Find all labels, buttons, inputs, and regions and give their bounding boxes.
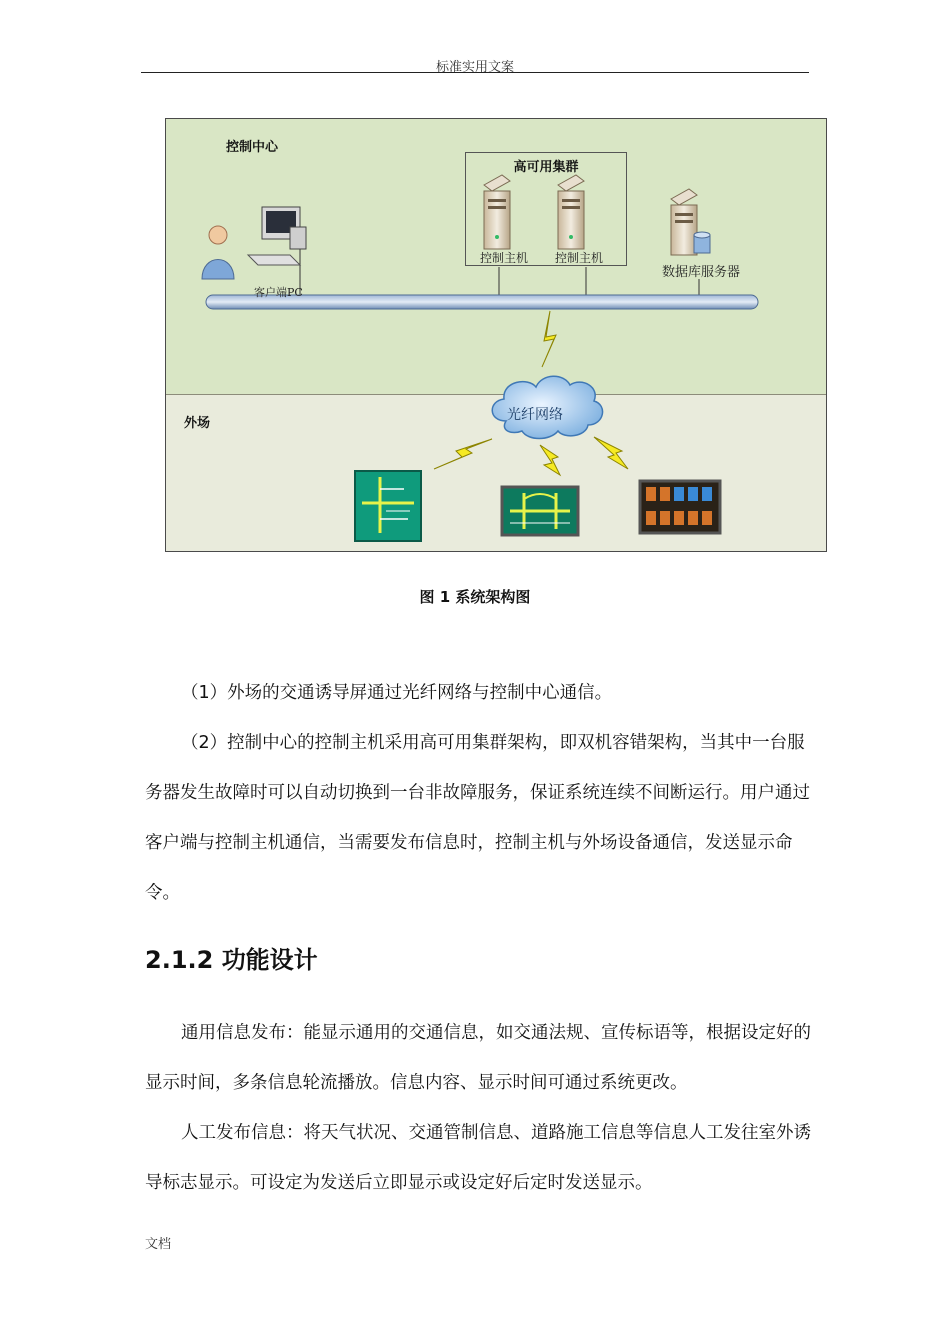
control-center-label: 控制中心 [226, 140, 279, 155]
page-header: 标准实用文案 [435, 60, 514, 75]
paragraph-3-text: 通用信息发布：能显示通用的交通信息，如交通法规、宣传标语等，根据设定好的显示时间，多条信息轮流播放。信息内容、显示时间可通过系统更改。 [145, 1023, 811, 1093]
header-rule [141, 72, 809, 73]
paragraph-1 [145, 668, 815, 718]
database-server-label: 数据库服务器 [662, 265, 741, 280]
system-architecture-figure [165, 118, 827, 552]
paragraph-4 [145, 1108, 815, 1208]
client-pc-icon [248, 207, 306, 265]
paragraph-2 [145, 718, 815, 918]
client-pc-label: 客户端PC [254, 286, 303, 299]
fiber-network-label: 光纤网络 [507, 407, 563, 423]
control-host-label-2: 控制主机 [555, 251, 604, 265]
guidance-screen-map-vertical [355, 471, 421, 541]
section-heading: 2.1.2 功能设计 [145, 946, 318, 974]
paragraph-1-text: （1）外场的交通诱导屏通过光纤网络与控制中心通信。 [181, 683, 613, 703]
paragraph-4-text: 人工发布信息：将天气状况、交通管制信息、道路施工信息等信息人工发往室外诱导标志显示。可设定为发送后立即显示或设定好后定时发送显示。 [145, 1123, 811, 1193]
guidance-screen-map-horizontal [502, 487, 578, 535]
database-server-icon [671, 189, 710, 255]
paragraph-3 [145, 1008, 815, 1108]
figure-caption: 图 1 系统架构图 [419, 588, 531, 606]
paragraph-2-text: （2）控制中心的控制主机采用高可用集群架构，即双机容错架构，当其中一台服务器发生故障时可以自动切换到一台非故障服务，保证系统连续不间断运行。用户通过客户端与控制主机通信，当需要发布信息时，控制主机与外场设备通信，发送显示命令。 [145, 733, 810, 903]
guidance-screen-led-text [640, 481, 720, 533]
control-host-label-1: 控制主机 [480, 251, 529, 265]
field-label: 外场 [184, 416, 211, 431]
user-icon [202, 226, 234, 279]
page-footer: 文档 [145, 1237, 172, 1252]
cluster-title: 高可用集群 [513, 160, 579, 175]
